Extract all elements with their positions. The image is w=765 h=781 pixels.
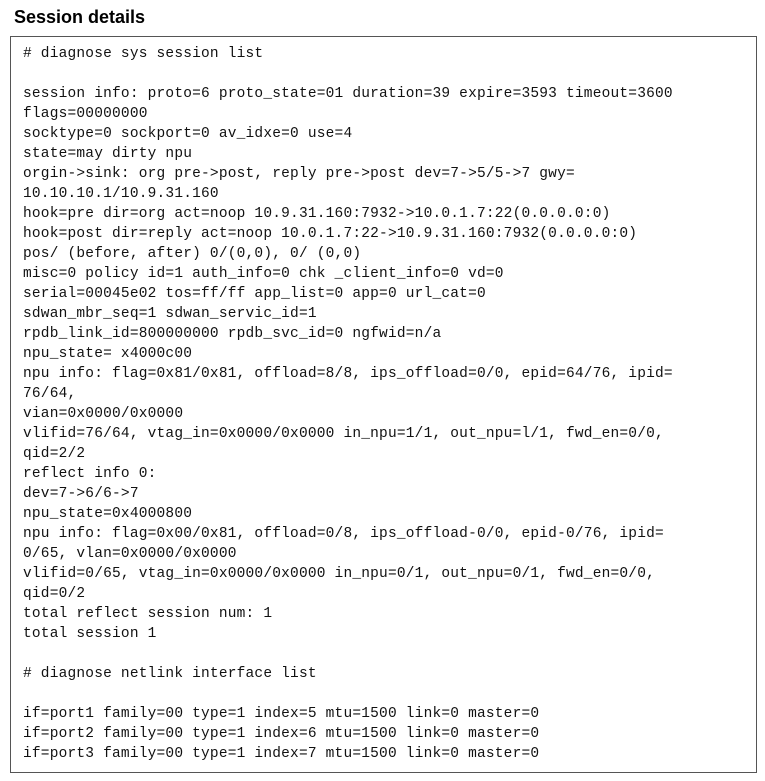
terminal-line: # diagnose netlink interface list <box>23 666 317 682</box>
terminal-line: if=port1 family=00 type=1 index=5 mtu=1500 link=0 master=0 <box>23 706 540 722</box>
terminal-line <box>23 644 673 664</box>
terminal-line <box>23 684 673 704</box>
terminal-line: 76/64, <box>23 386 77 402</box>
terminal-line: npu_state=0x4000800 <box>23 506 193 522</box>
terminal-line: npu info: flag=0x81/0x81, offload=8/8, ips_offload=0/0, epid=64/76, ipid= <box>23 366 673 382</box>
terminal-line: session info: proto=6 proto_state=01 duration=39 expire=3593 timeout=3600 <box>23 86 673 102</box>
terminal-line: serial=00045e02 tos=ff/ff app_list=0 app=0 url_cat=0 <box>23 286 486 302</box>
terminal-line: npu info: flag=0x00/0x81, offload=0/8, ips_offload-0/0, epid-0/76, ipid= <box>23 526 664 542</box>
terminal-line: 10.10.10.1/10.9.31.160 <box>23 186 219 202</box>
terminal-line: vlifid=76/64, vtag_in=0x0000/0x0000 in_npu=1/1, out_npu=l/1, fwd_en=0/0, <box>23 426 664 442</box>
terminal-line: hook=post dir=reply act=noop 10.0.1.7:22->10.9.31.160:7932(0.0.0.0:0) <box>23 226 638 242</box>
terminal-line: if=port3 family=00 type=1 index=7 mtu=1500 link=0 master=0 <box>23 746 540 762</box>
terminal-line: rpdb_link_id=800000000 rpdb_svc_id=0 ngfwid=n/a <box>23 326 442 342</box>
terminal-line: sdwan_mbr_seq=1 sdwan_servic_id=1 <box>23 306 317 322</box>
terminal-line: misc=0 policy id=1 auth_info=0 chk _client_info=0 vd=0 <box>23 266 504 282</box>
terminal-output-box <box>10 36 757 773</box>
terminal-line: total reflect session num: 1 <box>23 606 273 622</box>
terminal-line: state=may dirty npu <box>23 146 193 162</box>
terminal-line: # diagnose sys session list <box>23 46 264 62</box>
terminal-line: socktype=0 sockport=0 av_idxe=0 use=4 <box>23 126 353 142</box>
terminal-line: pos/ (before, after) 0/(0,0), 0/ (0,0) <box>23 246 362 262</box>
terminal-line: total session 1 <box>23 626 157 642</box>
terminal-lines <box>23 44 673 764</box>
terminal-line: reflect info 0: <box>23 466 157 482</box>
terminal-line: qid=0/2 <box>23 586 86 602</box>
page-title: Session details <box>14 7 146 27</box>
terminal-line: npu_state= x4000c00 <box>23 346 193 362</box>
terminal-line: if=port2 family=00 type=1 index=6 mtu=1500 link=0 master=0 <box>23 726 540 742</box>
terminal-line: flags=00000000 <box>23 106 148 122</box>
terminal-line: dev=7->6/6->7 <box>23 486 139 502</box>
terminal-line <box>23 64 673 84</box>
terminal-line: hook=pre dir=org act=noop 10.9.31.160:7932->10.0.1.7:22(0.0.0.0:0) <box>23 206 611 222</box>
terminal-line: vlifid=0/65, vtag_in=0x0000/0x0000 in_npu=0/1, out_npu=0/1, fwd_en=0/0, <box>23 566 656 582</box>
terminal-line: 0/65, vlan=0x0000/0x0000 <box>23 546 237 562</box>
terminal-line: vian=0x0000/0x0000 <box>23 406 184 422</box>
terminal-line: qid=2/2 <box>23 446 86 462</box>
terminal-line: orgin->sink: org pre->post, reply pre->post dev=7->5/5->7 gwy= <box>23 166 575 182</box>
